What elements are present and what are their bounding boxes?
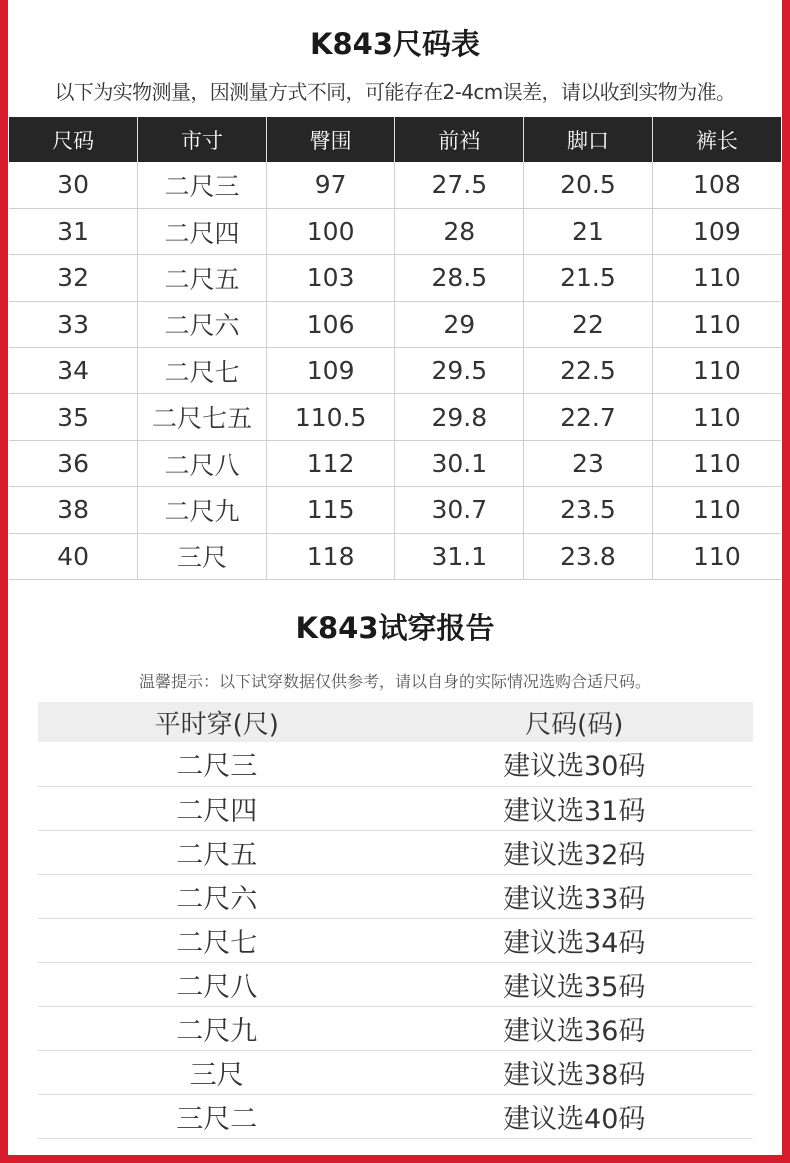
- fit-report-row-cell: 建议选32码: [396, 830, 754, 874]
- fit-report-title: K843试穿报告: [295, 611, 495, 645]
- size-chart-row: [9, 348, 781, 394]
- fit-report-row-cell: 建议选36码: [396, 1006, 754, 1050]
- size-chart-row-cell: 31: [9, 208, 138, 254]
- size-col-header: 臀围: [266, 117, 395, 162]
- size-chart-row-cell: 110.5: [266, 394, 395, 440]
- size-chart-row-cell: 32: [9, 255, 138, 301]
- fit-report-row: [38, 874, 753, 918]
- size-chart-row-cell: 29.8: [395, 394, 524, 440]
- fit-col-header: 尺码(码): [396, 702, 754, 742]
- size-chart-body: [9, 162, 781, 580]
- size-chart-title: K843尺码表: [309, 27, 480, 61]
- size-chart-row-cell: 23.5: [524, 487, 653, 533]
- fit-report-row-cell: 建议选34码: [396, 918, 754, 962]
- size-chart-row-cell: 109: [652, 208, 781, 254]
- fit-report-row-cell: 建议选38码: [396, 1050, 754, 1094]
- fit-report-row: [38, 786, 753, 830]
- size-chart-row-cell: 112: [266, 440, 395, 486]
- size-chart-row-cell: 30.7: [395, 487, 524, 533]
- size-chart-row-cell: 二尺八: [138, 440, 267, 486]
- size-chart-row-cell: 110: [652, 440, 781, 486]
- size-chart-row-cell: 22.5: [524, 348, 653, 394]
- size-chart-row-cell: 二尺四: [138, 208, 267, 254]
- size-chart-row-cell: 22.7: [524, 394, 653, 440]
- size-chart-row-cell: 115: [266, 487, 395, 533]
- size-chart-row-cell: 35: [9, 394, 138, 440]
- size-chart-row-cell: 30.1: [395, 440, 524, 486]
- size-chart-row-cell: 22: [524, 301, 653, 347]
- size-chart-row-cell: 33: [9, 301, 138, 347]
- fit-report-table: [38, 702, 753, 1139]
- fit-report-row-cell: 建议选35码: [396, 962, 754, 1006]
- size-chart-row-cell: 27.5: [395, 162, 524, 208]
- fit-report-row: [38, 918, 753, 962]
- size-chart-row-cell: 二尺六: [138, 301, 267, 347]
- size-chart-row-cell: 28: [395, 208, 524, 254]
- size-chart-row: [9, 487, 781, 533]
- size-chart-row-cell: 21: [524, 208, 653, 254]
- size-chart-row-cell: 23.8: [524, 533, 653, 579]
- size-chart-row-cell: 36: [9, 440, 138, 486]
- size-chart-row-cell: 二尺五: [138, 255, 267, 301]
- size-chart-row-cell: 29.5: [395, 348, 524, 394]
- fit-report-body: [38, 742, 753, 1138]
- size-chart-row: [9, 208, 781, 254]
- size-chart-row-cell: 109: [266, 348, 395, 394]
- size-chart-row-cell: 108: [652, 162, 781, 208]
- fit-report-row-cell: 三尺二: [38, 1094, 396, 1138]
- fit-report-row-cell: 三尺: [38, 1050, 396, 1094]
- fit-report-row: [38, 1094, 753, 1138]
- size-chart-row-cell: 110: [652, 301, 781, 347]
- size-chart-row-cell: 110: [652, 487, 781, 533]
- size-chart-row-cell: 31.1: [395, 533, 524, 579]
- fit-report-row-cell: 建议选31码: [396, 786, 754, 830]
- size-chart-row-cell: 118: [266, 533, 395, 579]
- fit-report-row-cell: 建议选30码: [396, 742, 754, 786]
- size-chart-row-cell: 21.5: [524, 255, 653, 301]
- size-chart-table: [9, 117, 781, 580]
- size-chart-row-cell: 110: [652, 348, 781, 394]
- fit-report-row: [38, 830, 753, 874]
- fit-col-header: 平时穿(尺): [38, 702, 396, 742]
- fit-report-row-cell: 二尺九: [38, 1006, 396, 1050]
- size-chart-row-cell: 100: [266, 208, 395, 254]
- size-chart-row-cell: 106: [266, 301, 395, 347]
- fit-report-row-cell: 二尺七: [38, 918, 396, 962]
- fit-report-header-row: [38, 702, 753, 742]
- fit-report-row-cell: 二尺三: [38, 742, 396, 786]
- size-chart-row-cell: 二尺三: [138, 162, 267, 208]
- size-chart-row-cell: 23: [524, 440, 653, 486]
- size-chart-row-cell: 34: [9, 348, 138, 394]
- fit-report-row-cell: 二尺五: [38, 830, 396, 874]
- size-chart-row-cell: 二尺七: [138, 348, 267, 394]
- size-chart-row-cell: 二尺七五: [138, 394, 267, 440]
- size-chart-row: [9, 255, 781, 301]
- size-chart-header-row: [9, 117, 781, 162]
- size-col-header: 前裆: [395, 117, 524, 162]
- size-chart-row: [9, 301, 781, 347]
- size-chart-row: [9, 162, 781, 208]
- size-chart-row-cell: 40: [9, 533, 138, 579]
- fit-report-row-cell: 二尺六: [38, 874, 396, 918]
- size-chart-row-cell: 110: [652, 533, 781, 579]
- size-chart-row: [9, 440, 781, 486]
- size-chart-row-cell: 20.5: [524, 162, 653, 208]
- fit-report-row: [38, 1050, 753, 1094]
- size-chart-row: [9, 533, 781, 579]
- size-col-header: 尺码: [9, 117, 138, 162]
- fit-report-row-cell: 二尺八: [38, 962, 396, 1006]
- size-col-header: 裤长: [652, 117, 781, 162]
- size-col-header: 脚口: [524, 117, 653, 162]
- size-chart-row-cell: 二尺九: [138, 487, 267, 533]
- size-chart-row-cell: 29: [395, 301, 524, 347]
- fit-report-row: [38, 1006, 753, 1050]
- fit-report-row-cell: 建议选40码: [396, 1094, 754, 1138]
- fit-report-row-cell: 二尺四: [38, 786, 396, 830]
- size-chart-row-cell: 110: [652, 255, 781, 301]
- size-chart-row: [9, 394, 781, 440]
- size-chart-row-cell: 30: [9, 162, 138, 208]
- size-chart-row-cell: 三尺: [138, 533, 267, 579]
- size-chart-row-cell: 28.5: [395, 255, 524, 301]
- fit-report-row: [38, 742, 753, 786]
- size-chart-note: 以下为实物测量，因测量方式不同，可能存在2-4cm误差，请以收到实物为准。: [54, 80, 736, 104]
- fit-report-row: [38, 962, 753, 1006]
- size-chart-row-cell: 97: [266, 162, 395, 208]
- fit-report-note: 温馨提示：以下试穿数据仅供参考，请以自身的实际情况选购合适尺码。: [138, 672, 651, 691]
- size-col-header: 市寸: [138, 117, 267, 162]
- fit-report-row-cell: 建议选33码: [396, 874, 754, 918]
- size-chart-row-cell: 38: [9, 487, 138, 533]
- size-chart-row-cell: 103: [266, 255, 395, 301]
- size-chart-row-cell: 110: [652, 394, 781, 440]
